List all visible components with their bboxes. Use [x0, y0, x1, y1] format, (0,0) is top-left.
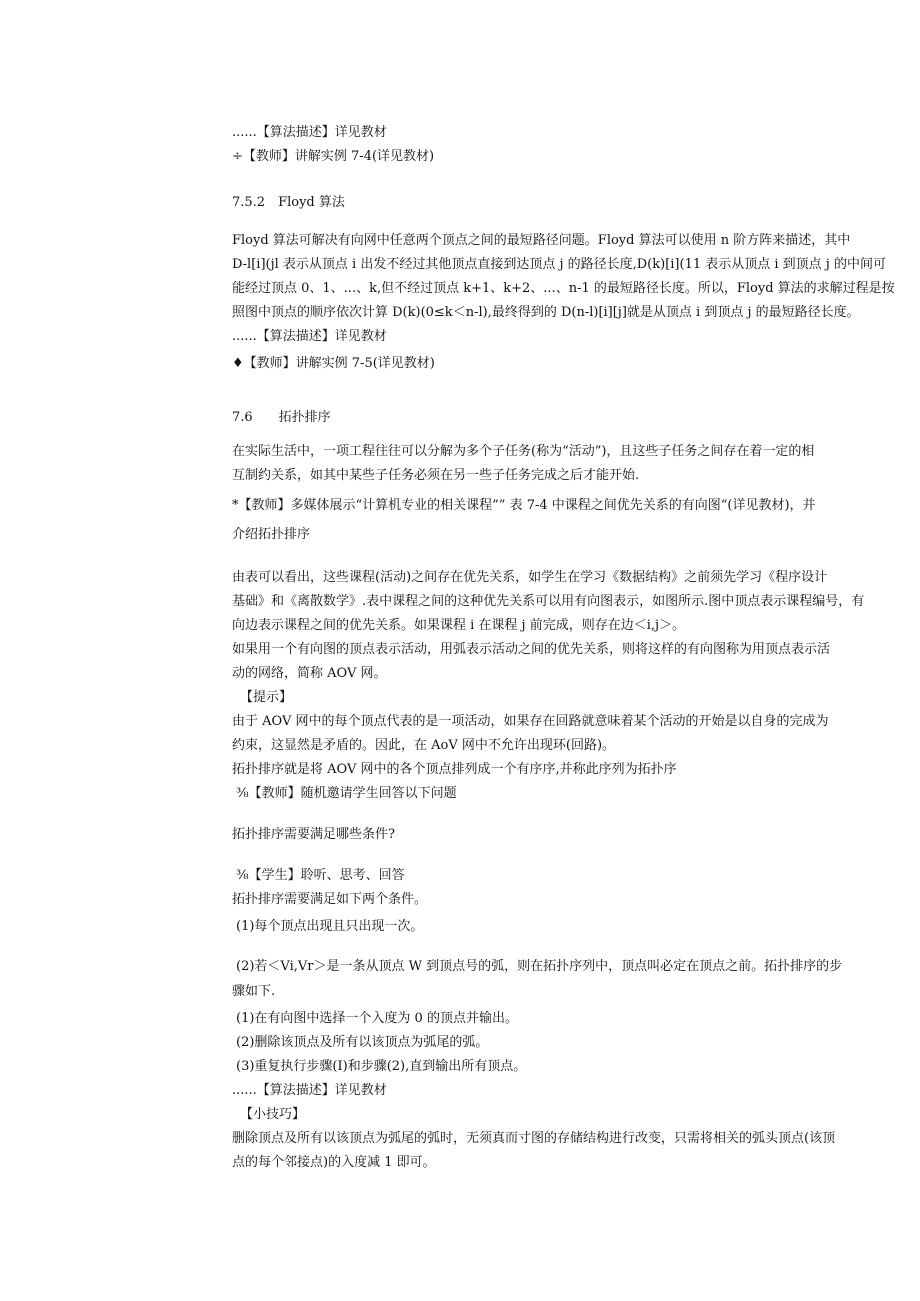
algorithm-note: ......【算法描述】详见教材 [232, 1083, 387, 1098]
paragraph-line: 能经过顶点 0、1、...、k,但不经过顶点 k+1、k+2、...、n-1 的最短路径长度。所以，Floyd 算法的求解过程是按 [232, 281, 895, 296]
section-heading-7-6: 7.6 拓扑排序 [232, 410, 331, 425]
paragraph-line: 删除顶点及所有以该顶点为弧尾的弧时，无须真而寸图的存储结构进行改变，只需将相关的弧头顶点(该顶 [232, 1131, 836, 1146]
teacher-note: ⅜【教师】随机邀请学生回答以下问题 [236, 786, 457, 801]
student-note: ⅜【学生】聆听、思考、回答 [236, 868, 405, 883]
teacher-note: ♦【教师】讲解实例 7-5(详见教材) [232, 356, 435, 371]
paragraph-line: 如果用一个有向图的顶点表示活动，用弧表示活动之间的优先关系，则将这样的有向图称为用顶点表示活 [232, 642, 831, 657]
question-line: 拓扑排序需要满足哪些条件? [232, 827, 395, 842]
paragraph-line: 拓扑排序需要满足如下两个条件。 [232, 892, 428, 907]
paragraph-line: 点的每个邻接点)的入度减 1 即可。 [232, 1155, 436, 1170]
tip-label: 【提示】 [240, 690, 293, 705]
teacher-note: *【教师】多媒体展示“计算机专业的相关课程”” 表 7-4 中课程之间优先关系的有向图“(详见教材)，并 [232, 498, 816, 513]
paragraph-line: 由于 AOV 网中的每个顶点代表的是一项活动，如果存在回路就意味着某个活动的开始是以自身的完成为 [232, 714, 829, 729]
paragraph-line: 照图中顶点的顺序依次计算 D(k)(0≤k＜n-l),最终得到的 D(n-l)[i][j]就是从顶点 i 到顶点 j 的最短路径长度。 [232, 305, 860, 320]
list-item: (2)若＜Vi,Vr＞是一条从顶点 W 到顶点号的弧，则在拓扑序列中，顶点叫必定在顶点之前。拓扑排序的步 [236, 959, 843, 974]
paragraph-line: 骤如下. [232, 984, 276, 999]
algorithm-note: ......【算法描述】详见教材 [232, 125, 387, 140]
paragraph-line: 由表可以看出，这些课程(活动)之间存在优先关系，如学生在学习《数据结构》之前须先学习《程序设计 [232, 570, 828, 585]
paragraph-line: 动的网络，简称 AOV 网。 [232, 666, 387, 681]
paragraph-line: 向边表示课程之间的优先关系。如果课程 i 在课程 j 前完成，则存在边＜i,j＞。 [232, 618, 686, 633]
paragraph-line: 在实际生活中，一项工程往往可以分解为多个子任务(称为“活动”)，且这些子任务之间存在着一定的相 [232, 444, 815, 459]
list-item: (2)删除该顶点及所有以该顶点为弧尾的弧。 [236, 1035, 489, 1050]
paragraph-line: 介绍拓扑排序 [232, 527, 311, 542]
paragraph-line: 互制约关系，如其中某些子任务必须在另一些子任务完成之后才能开始. [232, 468, 640, 483]
section-heading-7-5-2: 7.5.2 Floyd 算法 [232, 195, 345, 210]
list-item: (1)在有向图中选择一个入度为 0 的顶点并输出。 [236, 1011, 518, 1026]
list-item: (3)重复执行步骤(I)和步骤(2),直到输出所有顶点。 [236, 1059, 527, 1074]
paragraph-line: 约束，这显然是矛盾的。因此，在 AoV 网中不允许出现环(回路)。 [232, 738, 616, 753]
teacher-note: ÷【教师】讲解实例 7-4(详见教材) [232, 149, 435, 164]
algorithm-note: ......【算法描述】详见教材 [232, 329, 387, 344]
paragraph-line: Floyd 算法可解决有向网中任意两个顶点之间的最短路径问题。Floyd 算法可以使用 n 阶方阵来描述，其中 [232, 233, 851, 248]
paragraph-line: D-l[i](jl 表示从顶点 i 出发不经过其他顶点直接到达顶点 j 的路径长度,D(k)[i](11 表示从顶点 i 到顶点 j 的中间可 [232, 257, 886, 272]
tip-label: 【小技巧】 [240, 1107, 306, 1122]
paragraph-line: 基础》和《离散数学》.表中课程之间的这种优先关系可以用有向图表示，如图所示.图中顶点表示课程编号，有 [232, 594, 865, 609]
paragraph-line: 拓扑排序就是将 AOV 网中的各个顶点排列成一个有序序,并称此序列为拓扑序 [232, 762, 677, 777]
list-item: (1)每个顶点出现且只出现一次。 [236, 919, 424, 934]
